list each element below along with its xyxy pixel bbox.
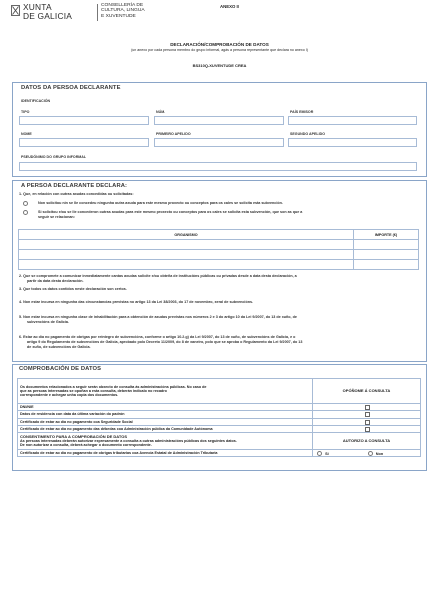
pseudonimo-label: PSEUDÓNIMO DO GRUPO INFORMAL — [21, 155, 87, 159]
declara-p5-line1: 5. Non estar incursa en ningunha clase de inhabilitación para a obtención de axudas previstas nos números 2 e 3 do artigo 10 da Lei 9/2007, do 13 de xuño, de — [19, 315, 297, 319]
header — [0, 0, 439, 30]
xunta-logo-icon — [11, 5, 20, 16]
col-oponome: OPÓÑOME Á CONSULTA — [313, 379, 421, 404]
col-importe: IMPORTE (€) — [354, 230, 419, 240]
row-residencia: Datos de residencia con data da última variación do padrón — [18, 411, 313, 418]
comprobacion-title: COMPROBACIÓN DE DATOS — [19, 366, 102, 372]
opt-si-solicitou-text-2: seguir se relacionan: — [38, 215, 75, 219]
opt-non-solicitou-text: Non solicitou nin se lle concedeu ningunha outra axuda para este mesmo proxecto ou conceptos para os cales se solicita esta subvención. — [38, 201, 283, 205]
opt-si-solicitou-radio[interactable] — [23, 210, 28, 215]
dni-checkbox[interactable] — [365, 405, 370, 410]
table-header-row — [19, 230, 419, 240]
table-row — [18, 450, 421, 457]
row-seguridade-social: Certificado de estar ao día no pagamento coa Seguridade Social — [18, 418, 313, 425]
row-aeat: Certificado de estar ao día no pagamento de obrigas tributarias coa Axencia Estatal de Administración Tributaria — [18, 450, 313, 457]
xunta-line2: DE GALICIA — [23, 10, 73, 21]
debedas-cca-checkbox[interactable] — [365, 427, 370, 432]
procedure-code: BS310Q-XUVENTUDE CREA — [192, 63, 247, 68]
pais-field[interactable] — [288, 116, 417, 125]
cons-line3: E XUVENTUDE — [101, 13, 136, 19]
consent-line2: De non autorizar a consulta, deberá achegar o documento correspondente. — [20, 443, 152, 448]
xunta-line1: XUNTA — [23, 2, 52, 12]
table-row — [18, 411, 421, 418]
table-row — [18, 418, 421, 425]
declara-q1: 1. Que, en relación con outras axudas concedidas ou solicitadas: — [19, 192, 134, 196]
row-dni: DNI/NIE — [18, 404, 313, 411]
opt-non-solicitou-radio[interactable] — [23, 201, 28, 206]
declara-p2-line1: 2. Que se compromete a comunicar inmediatamente cantas axudas solicite e/ou obteña de institucións públicas ou privadas desde a data desta declaración, a — [19, 274, 297, 278]
nome-label: NOME — [21, 132, 32, 136]
table-row — [18, 404, 421, 411]
declara-p6-line3: de xuño, de subvencións de Galicia. — [27, 345, 91, 349]
nome-field[interactable] — [19, 138, 149, 147]
seguridade-social-checkbox[interactable] — [365, 420, 370, 425]
aeat-si-label: Si — [325, 452, 329, 457]
residencia-checkbox[interactable] — [365, 412, 370, 417]
declarante-section — [12, 82, 427, 177]
intro-line2: que as persoas interesadas se opoñan a esta consulta, deberán indicalo no recadro — [20, 388, 167, 393]
anexo-label: ANEXO II — [220, 4, 239, 9]
table-row[interactable] — [19, 240, 419, 250]
declara-section — [12, 180, 427, 362]
declarante-title: DATOS DA PERSOA DECLARANTE — [21, 85, 121, 91]
xunta-logo-text — [23, 3, 72, 20]
consent-title: CONSENTIMENTO PARA A COMPROBACIÓN DE DATOS — [20, 433, 128, 439]
row-debedas-cca: Certificado de estar ao día no pagamento das débedas coa Administración pública da Comunidade Autónoma — [18, 425, 313, 432]
declara-p5-line2: subvencións de Galicia. — [27, 320, 70, 324]
conselleria-name — [101, 3, 145, 19]
cons-line1: CONSELLERÍA DE — [101, 3, 144, 8]
tipo-field[interactable] — [19, 116, 149, 125]
table-row[interactable] — [19, 250, 419, 260]
consent-row — [18, 433, 421, 450]
axudas-table — [18, 229, 419, 270]
consent-line1: As persoas interesadas deberán autorizar expresamente a consulta a outras administracións públicas dos seguintes datos. — [20, 439, 237, 444]
header-divider — [97, 4, 98, 21]
declara-title: A PERSOA DECLARANTE DECLARA: — [21, 183, 128, 189]
num-field[interactable] — [154, 116, 284, 125]
declara-p2-line2: partir da data desta declaración. — [27, 279, 84, 283]
primeiro-apelido-label: PRIMEIRO APELIDO — [156, 132, 191, 136]
primeiro-apelido-field[interactable] — [154, 138, 284, 147]
table-row[interactable] — [19, 260, 419, 270]
declara-p6-line2: artigo 9 do Regulamento de subvencións de Galicia, aprobado polo Decreto 11/2009, do 8 de xaneiro, polo que se aproba o Regulamento da Lei 9/2007, do 13 — [27, 340, 303, 344]
col-organismo: ORGANISMO — [19, 230, 354, 240]
aeat-non-label: Non — [375, 452, 384, 457]
table-row — [18, 425, 421, 432]
aeat-si-radio[interactable] — [317, 451, 322, 456]
cons-line2: CULTURA, LINGUA — [101, 8, 145, 14]
segundo-apelido-field[interactable] — [288, 138, 417, 147]
document-title: DECLARACIÓN/COMPROBACIÓN DE DATOS — [170, 42, 269, 47]
identificacion-label: IDENTIFICACIÓN — [21, 99, 51, 103]
declara-p6-line1: 6. Estar ao día no pagamento de obrigas por reintegro de subvencións, conforme o artigo 10.2.g) da Lei 9/2007, do 13 de xuño, de subvencións de Galicia, e o — [19, 335, 296, 339]
intro-row — [18, 379, 421, 404]
intro-line3: correspondente e achegar unha copia dos documentos. — [20, 393, 119, 398]
pseudonimo-field[interactable] — [19, 162, 417, 171]
pais-label: PAÍS EMISOR — [290, 110, 314, 114]
intro-line1: Os documentos relacionados a seguir serán obxecto de consulta ás administracións públicas. No caso de — [20, 384, 207, 389]
aeat-non-radio[interactable] — [368, 451, 373, 456]
num-label: NÚM. — [156, 110, 166, 114]
comprobacion-table — [17, 378, 421, 457]
document-subtitle: (un anexo por cada persona membro do grupo informal, agás a persona representante que declara no anexo I) — [131, 48, 308, 52]
tipo-label: TIPO — [21, 110, 30, 114]
col-autorizo: AUTORIZO A CONSULTA — [313, 433, 421, 450]
segundo-apelido-label: SEGUNDO APELIDO — [290, 132, 326, 136]
declara-p3: 3. Que todos os datos contidos neste declaración son certos. — [19, 287, 127, 291]
comprobacion-section — [12, 364, 427, 471]
declara-p4: 4. Non estar incursa en ningunha das circunstancias previstas no artigo 13 da Lei 38/2003, do 17 de novembro, xeral de subvencións. — [19, 300, 254, 304]
opt-si-solicitou-text-1: Si solicitou e/ou se lle concederon outras axudas para este mesmo proxecto ou conceptos para os cales se solicita esta subvención, que son as que a — [38, 210, 303, 214]
